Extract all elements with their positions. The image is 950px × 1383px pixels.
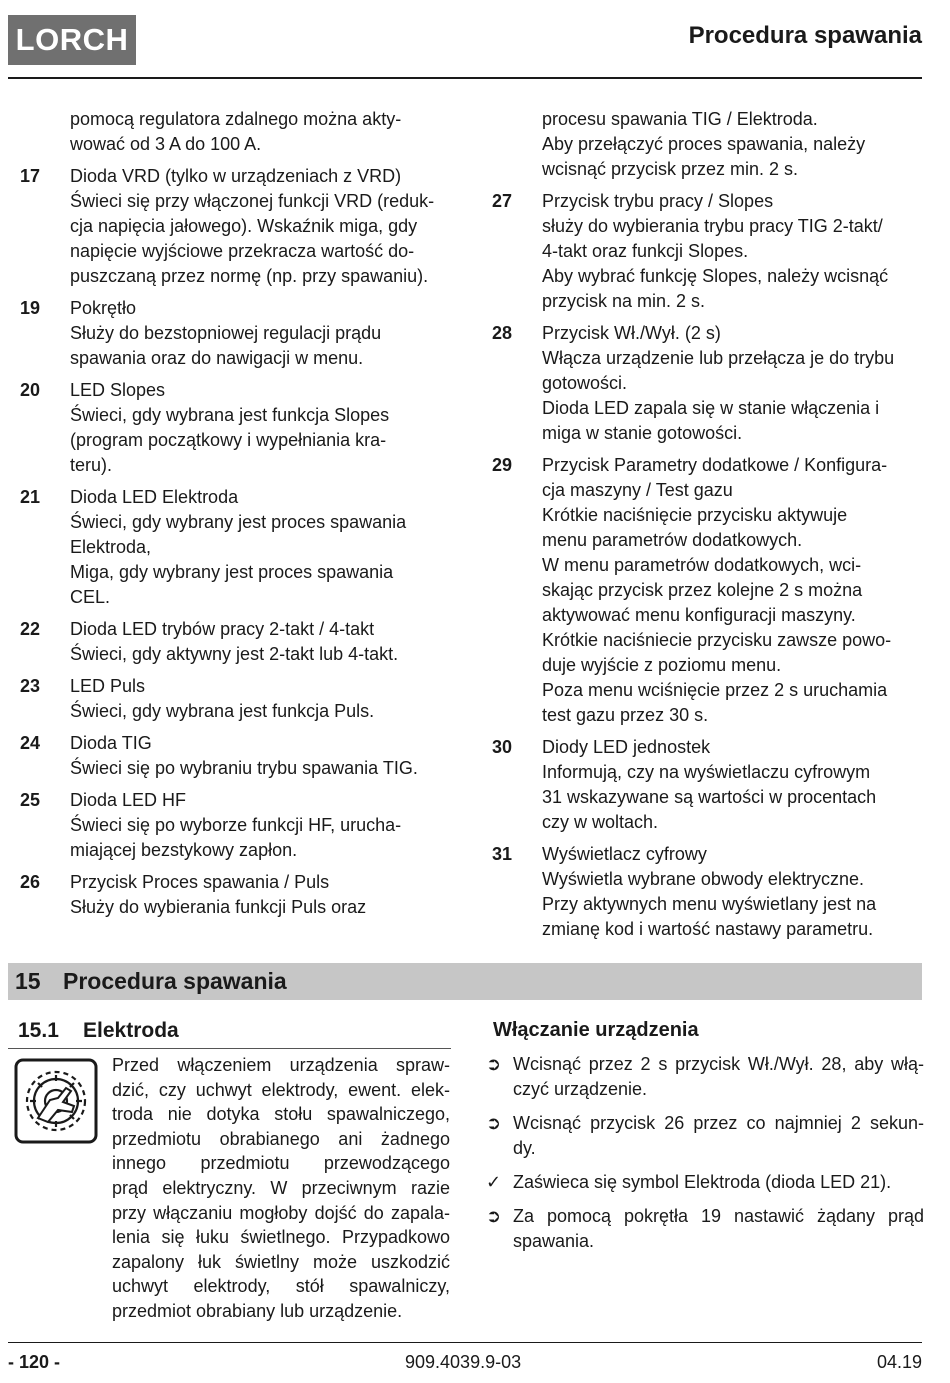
text-line: Dioda LED zapala się w stanie włączenia i: [542, 398, 880, 418]
text-line: Informują, czy na wyświetlaczu cyfrowym: [542, 762, 871, 782]
subsection-divider: [8, 1048, 451, 1049]
text-line: Krótkie naciśnięcie przycisku aktywuje: [542, 505, 848, 525]
text-line: dzić, czy uchwyt elektrody, ewent. elek-: [112, 1079, 450, 1100]
text-line: innego przedmiotu przewodzącego: [112, 1153, 450, 1174]
subsection-number: 15.1: [18, 1019, 59, 1042]
text-line: Świeci się przy włączonej funkcji VRD (reduk-: [70, 191, 435, 211]
text-line: Włącza urządzenie lub przełącza je do trybu: [542, 348, 895, 368]
text-line: Wcisnąć przycisk 26 przez co najmniej 2 sekun-: [513, 1113, 924, 1133]
legend-item: [20, 788, 450, 863]
text-line: Za pomocą pokrętła 19 nastawić żądany prąd: [513, 1206, 924, 1226]
text-line: Dioda VRD (tylko w urządzeniach z VRD): [70, 166, 402, 186]
page-number: - 120 -: [8, 1352, 61, 1372]
legend-item: [20, 617, 450, 667]
text-line: test gazu przez 30 s.: [542, 705, 709, 725]
legend-item-text: [70, 164, 450, 289]
text-line: 31 wskazywane są wartości w procentach: [542, 787, 877, 807]
legend-item-number: 31: [492, 844, 513, 864]
text-line: zapalony łuk świetlny może uszkodzić: [112, 1251, 450, 1272]
text-line: Dioda LED trybów pracy 2-takt / 4-takt: [70, 619, 375, 639]
text-line: służy do wybierania trybu pracy TIG 2-takt/: [542, 216, 883, 236]
text-line: spawania.: [513, 1231, 595, 1251]
text-line: LED Slopes: [70, 380, 166, 400]
legend-item: [20, 296, 450, 371]
text-line: Krótkie naciśniecie przycisku zawsze powo-: [542, 630, 892, 650]
text-line: procesu spawania TIG / Elektroda.: [542, 109, 818, 129]
header-divider: [8, 77, 922, 79]
text-line: Służy do wybierania funkcji Puls oraz: [70, 897, 367, 917]
legend-item-number: 29: [492, 455, 513, 475]
instruction-step: [486, 1052, 924, 1102]
text-line: Aby przełączyć proces spawania, należy: [542, 134, 866, 154]
text-line: CEL.: [70, 587, 111, 607]
legend-item-text: [70, 731, 450, 781]
legend-item-text: [542, 321, 924, 446]
text-line: Świeci, gdy wybrana jest funkcja Slopes: [70, 405, 390, 425]
instruction-step: [486, 1111, 924, 1161]
text-line: Świeci, gdy wybrana jest funkcja Puls.: [70, 701, 375, 721]
text-line: miga w stanie gotowości.: [542, 423, 743, 443]
left-column: [20, 107, 450, 927]
text-line: przedmiot obrabiany lub urządzenie.: [112, 1300, 403, 1321]
legend-item-number: 19: [20, 298, 41, 318]
legend-item-number: 17: [20, 166, 41, 186]
text-line: cja maszyny / Test gazu: [542, 480, 733, 500]
switch-on-heading: Włączanie urządzenia: [493, 1019, 699, 1041]
legend-item: [20, 378, 450, 478]
legend-item: [20, 870, 450, 920]
instruction-step: [486, 1204, 924, 1254]
legend-item-text: [542, 735, 924, 835]
text-line: Służy do bezstopniowej regulacji prądu: [70, 323, 382, 343]
text-line: Miga, gdy wybrany jest proces spawania: [70, 562, 394, 582]
legend-item-text: [70, 870, 450, 920]
legend-item: [492, 321, 924, 446]
text-line: LED Puls: [70, 676, 146, 696]
legend-item-text: [70, 788, 450, 863]
text-line: W menu parametrów dodatkowych, wci-: [542, 555, 862, 575]
text-line: dy.: [513, 1138, 536, 1158]
legend-item-text: [70, 378, 450, 478]
right-continuation: [492, 107, 924, 182]
section-number: 15: [15, 968, 41, 994]
legend-item: [20, 731, 450, 781]
text-line: Wyświetlacz cyfrowy: [542, 844, 707, 864]
legend-item: [20, 164, 450, 289]
text-line: przedmiotu obrabianego ani żadnego: [112, 1128, 450, 1149]
legend-item-text: [542, 189, 924, 314]
text-line: troda nie dotyka stołu spawalniczego,: [112, 1104, 450, 1125]
text-line: napięcie wyjściowe przekracza wartość do-: [70, 241, 415, 261]
text-line: puszczaną przez normę (np. przy spawaniu).: [70, 266, 429, 286]
text-line: aktywować menu konfiguracji maszyny.: [542, 605, 856, 625]
warning-paragraph: [112, 1053, 450, 1324]
text-line: czyć urządzenie.: [513, 1079, 648, 1099]
text-line: czy w woltach.: [542, 812, 659, 832]
text-line: Aby wybrać funkcję Slopes, należy wcisnąć: [542, 266, 889, 286]
text-line: Przy aktywnych menu wyświetlany jest na: [542, 894, 877, 914]
text-line: gotowości.: [542, 373, 628, 393]
subsection-heading: [18, 1019, 179, 1043]
text-line: Dioda TIG: [70, 733, 152, 753]
text-line: przycisk na min. 2 s.: [542, 291, 706, 311]
text-line: przy włączaniu mogłoby dojść do zapala-: [112, 1202, 450, 1223]
instruction-text: [513, 1170, 924, 1195]
arrow-bullet-icon: ➲: [486, 1113, 502, 1133]
legend-item: [492, 189, 924, 314]
legend-item: [492, 842, 924, 942]
legend-item: [20, 485, 450, 610]
text-line: spawania oraz do nawigacji w menu.: [70, 348, 364, 368]
legend-item-number: 21: [20, 487, 41, 507]
legend-item: [492, 453, 924, 728]
legend-item-text: [70, 296, 450, 371]
text-line: 4-takt oraz funkcji Slopes.: [542, 241, 749, 261]
legend-item-number: 28: [492, 323, 513, 343]
text-line: skając przycisk przez kolejne 2 s można: [542, 580, 863, 600]
text-line: miającej bezstykowy zapłon.: [70, 840, 298, 860]
text-line: Świeci się po wybraniu trybu spawania TIG.: [70, 758, 418, 778]
lorch-logo: LORCH: [8, 15, 136, 65]
page-header-title: Procedura spawania: [688, 22, 922, 49]
instruction-text: [513, 1204, 924, 1254]
document-date: 04.19: [876, 1352, 922, 1372]
text-line: Dioda LED HF: [70, 790, 187, 810]
text-line: Diody LED jednostek: [542, 737, 711, 757]
text-line: menu parametrów dodatkowych.: [542, 530, 803, 550]
text-line: pomocą regulatora zdalnego można akty-: [70, 109, 402, 129]
section-heading: [8, 963, 922, 1000]
instruction-text: [513, 1111, 924, 1161]
text-line: Dioda LED Elektroda: [70, 487, 239, 507]
legend-item-number: 30: [492, 737, 513, 757]
arrow-bullet-icon: ➲: [486, 1206, 502, 1226]
text-line: Przed włączeniem urządzenia spraw-: [112, 1055, 450, 1075]
text-line: Poza menu wciśnięcie przez 2 s uruchamia: [542, 680, 888, 700]
text-line: prąd elektryczny. W przeciwnym razie: [112, 1177, 450, 1198]
text-line: (program początkowy i wypełniania kra-: [70, 430, 387, 450]
legend-item: [492, 735, 924, 835]
text-line: cja napięcia jałowego). Wskaźnik miga, gdy: [70, 216, 418, 236]
text-line: Świeci, gdy wybrany jest proces spawania: [70, 512, 407, 532]
text-line: lenia się łuku świetlnego. Przypadkowo: [112, 1227, 450, 1248]
arrow-bullet-icon: ➲: [486, 1054, 502, 1074]
legend-item-number: 25: [20, 790, 41, 810]
legend-item-text: [70, 485, 450, 610]
legend-item: [20, 674, 450, 724]
legend-item-number: 20: [20, 380, 41, 400]
text-line: Przycisk Parametry dodatkowe / Konfigura-: [542, 455, 888, 475]
text-line: uchwyt elektrody, stół spawalniczy,: [112, 1276, 450, 1297]
text-line: Zaświeca się symbol Elektroda (dioda LED 21).: [513, 1172, 892, 1192]
subsection-title: Elektroda: [83, 1019, 179, 1042]
instruction-step: [486, 1170, 924, 1195]
legend-item-text: [70, 617, 450, 667]
legend-item-text: [542, 453, 924, 728]
text-line: Elektroda,: [70, 537, 152, 557]
legend-item-text: [70, 674, 450, 724]
text-line: Przycisk Proces spawania / Puls: [70, 872, 330, 892]
section-title: Procedura spawania: [63, 968, 287, 994]
legend-item-number: 26: [20, 872, 41, 892]
legend-item-text: [542, 842, 924, 942]
text-line: teru).: [70, 455, 113, 475]
text-line: wować od 3 A do 100 A.: [70, 134, 262, 154]
text-line: Pokrętło: [70, 298, 137, 318]
checkmark-icon: ✓: [486, 1172, 502, 1192]
text-line: zmianę kod i wartość nastawy parametru.: [542, 919, 874, 939]
text-line: Wcisnąć przez 2 s przycisk Wł./Wył. 28, aby włą-: [513, 1054, 924, 1074]
text-line: Przycisk trybu pracy / Slopes: [542, 191, 774, 211]
text-line: duje wyjście z poziomu menu.: [542, 655, 782, 675]
switch-on-steps: [486, 1052, 924, 1263]
left-continuation: [20, 107, 450, 157]
legend-item-number: 22: [20, 619, 41, 639]
document-number: 909.4039.9-03: [405, 1352, 522, 1372]
legend-item-number: 27: [492, 191, 513, 211]
instruction-text: [513, 1052, 924, 1102]
text-line: Wyświetla wybrane obwody elektryczne.: [542, 869, 864, 889]
text-line: Przycisk Wł./Wył. (2 s): [542, 323, 721, 343]
text-line: Świeci, gdy aktywny jest 2-takt lub 4-takt.: [70, 644, 399, 664]
gear-hand-warning-icon: [14, 1058, 98, 1144]
text-line: Świeci się po wyborze funkcji HF, urucha-: [70, 815, 402, 835]
text-line: wcisnąć przycisk przez min. 2 s.: [542, 159, 799, 179]
legend-item-number: 23: [20, 676, 41, 696]
legend-item-number: 24: [20, 733, 41, 753]
footer-divider: [8, 1342, 922, 1343]
right-column: [492, 107, 924, 949]
